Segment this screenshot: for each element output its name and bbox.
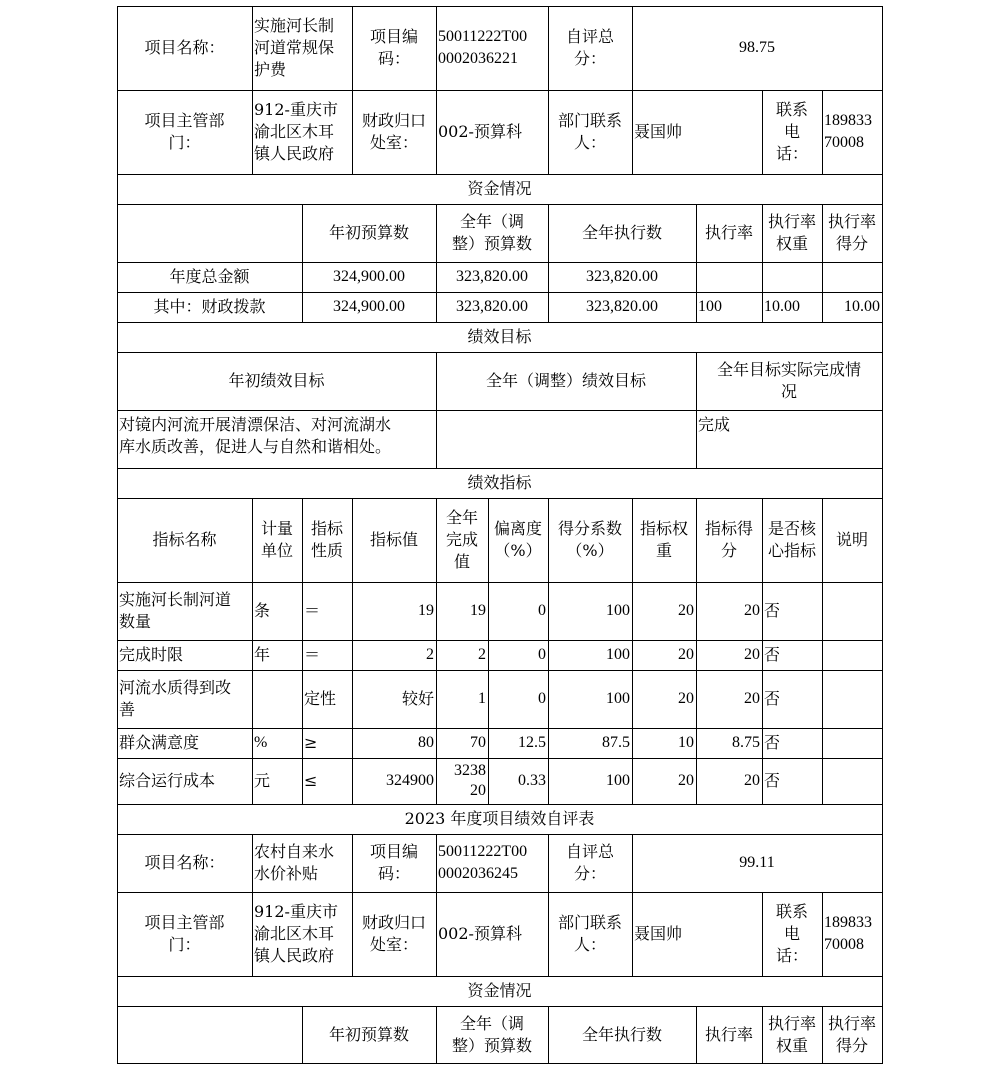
self-score-value: 99.11	[739, 854, 775, 871]
phone-value: 189833 70008	[824, 112, 872, 151]
indicator-note	[822, 670, 882, 728]
indicator-header-deviation: 偏离度 （%）	[493, 519, 542, 560]
dept-value: 912-重庆市 渝北区木耳 镇人民政府	[254, 902, 338, 965]
funds-header-rate: 执行率	[704, 1025, 753, 1044]
indicator-deviation: 0	[538, 690, 546, 707]
indicator-weight: 20	[678, 772, 694, 789]
goals-header-adjusted: 全年（调整）绩效目标	[485, 371, 646, 390]
funds-row-label: 其中：财政拨款	[153, 297, 266, 316]
funds-header-rate: 执行率	[704, 223, 753, 242]
indicator-deviation: 12.5	[518, 734, 546, 751]
indicator-deviation: 0.33	[518, 772, 546, 789]
indicator-nature: ≥	[304, 733, 318, 752]
indicator-unit: %	[254, 734, 268, 751]
funds-row-initial: 324,900.00	[333, 298, 405, 315]
table2-title: 2023 年度项目绩效自评表	[404, 809, 595, 828]
indicator-note	[822, 728, 882, 758]
indicator-header-target: 指标值	[369, 530, 418, 549]
indicator-header-actual: 全年 完成 值	[445, 508, 478, 571]
indicator-actual: 2	[478, 646, 486, 663]
funds-header-initial: 年初预算数	[328, 223, 409, 242]
finance-office-label: 财政归口 处室：	[361, 111, 426, 152]
project-code-label: 项目编 码：	[369, 27, 418, 68]
self-score-value: 98.75	[739, 39, 775, 56]
funds-header-executed: 全年执行数	[581, 223, 662, 242]
funds-row-adjusted: 323,820.00	[456, 268, 528, 285]
project-code-value: 50011222T00 0002036221	[438, 28, 528, 67]
funds-row-label: 年度总金额	[169, 267, 250, 286]
contact-value: 聂国帅	[634, 924, 683, 943]
project-code-value: 50011222T00 0002036245	[438, 843, 528, 882]
self-score-label: 自评总 分：	[565, 27, 614, 68]
indicator-name: 群众满意度	[119, 733, 200, 752]
indicator-core: 否	[764, 689, 781, 708]
project-code-label: 项目编 码：	[369, 842, 418, 883]
indicator-header-unit: 计量 单位	[260, 519, 293, 560]
funds-header-weight: 执行率 权重	[767, 1014, 816, 1055]
funds-header-executed: 全年执行数	[581, 1025, 662, 1044]
indicator-score: 20	[744, 602, 760, 619]
contact-value: 聂国帅	[634, 122, 683, 141]
funds-header-adjusted: 全年（调 整）预算数	[451, 1014, 532, 1055]
funds-row-weight: 10.00	[764, 298, 800, 315]
finance-office-label: 财政归口 处室：	[361, 913, 426, 954]
indicator-score: 20	[744, 690, 760, 707]
indicator-target: 19	[418, 602, 434, 619]
indicator-deviation: 0	[538, 602, 546, 619]
indicator-name: 实施河长制河道 数量	[119, 590, 232, 631]
indicator-name: 完成时限	[119, 645, 184, 664]
dept-value: 912-重庆市 渝北区木耳 镇人民政府	[254, 100, 338, 163]
funds-row-initial: 324,900.00	[333, 268, 405, 285]
funds-header-initial: 年初预算数	[328, 1025, 409, 1044]
indicator-score: 20	[744, 772, 760, 789]
indicator-weight: 10	[678, 734, 694, 751]
indicator-nature: ≤	[304, 771, 318, 790]
indicator-unit: 元	[254, 771, 271, 790]
indicator-coef: 100	[606, 772, 630, 789]
funds-section-title: 资金情况	[467, 981, 532, 1000]
project-name-label: 项目名称：	[144, 38, 225, 57]
indicator-nature: 定性	[304, 689, 337, 708]
dept-label: 项目主管部 门：	[144, 913, 225, 954]
indicator-weight: 20	[678, 690, 694, 707]
indicator-header-note: 说明	[835, 530, 868, 549]
indicator-name: 河流水质得到改 善	[119, 678, 232, 719]
indicator-unit	[252, 670, 302, 728]
indicator-header-core: 是否核 心指标	[767, 519, 816, 560]
indicator-header-score: 指标得 分	[704, 519, 753, 560]
indicator-target: 324900	[386, 772, 434, 789]
indicator-actual: 70	[470, 734, 486, 751]
indicator-coef: 100	[606, 690, 630, 707]
self-score-label: 自评总 分：	[565, 842, 614, 883]
goals-initial-text: 对镜内河流开展清漂保洁、对河流湖水 库水质改善，促进人与自然和谐相处。	[119, 415, 392, 456]
finance-office-value: 002-预算科	[438, 122, 522, 141]
indicator-header-nature: 指标 性质	[310, 519, 343, 560]
indicator-weight: 20	[678, 602, 694, 619]
funds-header-score: 执行率 得分	[827, 212, 876, 253]
indicator-note	[822, 640, 882, 670]
indicators-section-title: 绩效指标	[467, 473, 532, 492]
goals-header-initial: 年初绩效目标	[228, 371, 325, 390]
indicator-core: 否	[764, 733, 781, 752]
indicator-unit: 年	[254, 645, 271, 664]
project-name-value: 实施河长制 河道常规保 护费	[254, 16, 335, 79]
indicator-actual: 3238 20	[454, 762, 486, 799]
funds-section-title: 资金情况	[467, 179, 532, 198]
funds-row-score: 10.00	[844, 298, 880, 315]
indicator-header-coef: 得分系数 （%）	[557, 519, 622, 560]
funds-header-adjusted: 全年（调 整）预算数	[451, 212, 532, 253]
indicator-target: 80	[418, 734, 434, 751]
indicator-header-weight: 指标权 重	[639, 519, 688, 560]
funds-row-adjusted: 323,820.00	[456, 298, 528, 315]
phone-value: 189833 70008	[824, 914, 872, 953]
indicator-score: 8.75	[732, 734, 760, 751]
phone-label: 联系 电 话：	[775, 100, 808, 163]
indicator-core: 否	[764, 601, 781, 620]
indicator-unit: 条	[254, 601, 271, 620]
indicator-deviation: 0	[538, 646, 546, 663]
funds-row-rate: 100	[698, 298, 722, 315]
indicator-actual: 1	[478, 690, 486, 707]
funds-header-weight: 执行率 权重	[767, 212, 816, 253]
indicator-core: 否	[764, 645, 781, 664]
indicator-coef: 100	[606, 602, 630, 619]
goals-adjusted-text	[436, 410, 696, 468]
goals-actual-text: 完成	[698, 415, 731, 434]
indicator-nature: ＝	[304, 601, 321, 620]
indicator-target: 较好	[401, 689, 434, 708]
indicator-name: 综合运行成本	[119, 771, 216, 790]
indicator-target: 2	[426, 646, 434, 663]
contact-label: 部门联系 人：	[557, 111, 622, 152]
goals-section-title: 绩效目标	[467, 327, 532, 346]
funds-row-executed: 323,820.00	[586, 268, 658, 285]
indicator-header-name: 指标名称	[152, 530, 217, 549]
project-name-label: 项目名称：	[144, 853, 225, 872]
indicator-note	[822, 758, 882, 804]
project-name-value: 农村自来水 水价补贴	[254, 842, 335, 883]
finance-office-value: 002-预算科	[438, 924, 522, 943]
indicator-core: 否	[764, 771, 781, 790]
phone-label: 联系 电 话：	[775, 902, 808, 965]
funds-header-score: 执行率 得分	[827, 1014, 876, 1055]
indicator-weight: 20	[678, 646, 694, 663]
indicator-coef: 87.5	[602, 734, 630, 751]
dept-label: 项目主管部 门：	[144, 111, 225, 152]
indicator-coef: 100	[606, 646, 630, 663]
contact-label: 部门联系 人：	[557, 913, 622, 954]
goals-header-actual: 全年目标实际完成情 况	[716, 360, 861, 401]
indicator-note	[822, 582, 882, 640]
indicator-actual: 19	[470, 602, 486, 619]
indicator-nature: ＝	[304, 645, 321, 664]
indicator-score: 20	[744, 646, 760, 663]
funds-row-executed: 323,820.00	[586, 298, 658, 315]
